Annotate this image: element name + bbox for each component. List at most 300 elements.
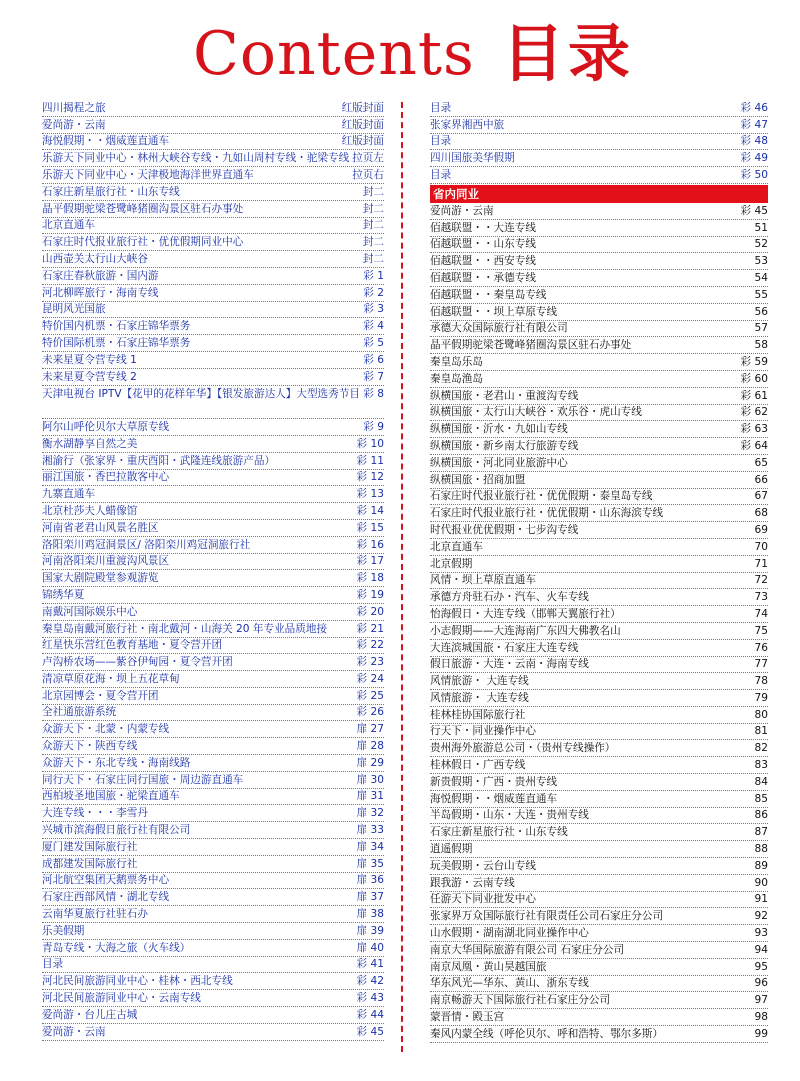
entry-title: 南京畅游天下国际旅行社石家庄分公司	[430, 994, 611, 1007]
toc-entry[interactable]	[42, 1007, 384, 1024]
entry-page: 扉 31	[356, 790, 384, 803]
entry-page: 彩 64	[740, 439, 768, 452]
toc-entry[interactable]	[42, 436, 384, 453]
entry-title: 四川国旅美华假期	[430, 152, 515, 165]
entry-page: 彩 13	[356, 488, 384, 501]
entry-title: 逍遥假期	[430, 843, 473, 856]
entry-page: 彩 46	[740, 101, 768, 114]
entry-page: 57	[754, 322, 768, 335]
toc-entry[interactable]	[430, 740, 768, 757]
entry-title: 未来星夏令营专线 2	[42, 370, 137, 383]
entry-title: 全社通旅游系统	[42, 706, 117, 719]
entry-page: 彩 8	[363, 387, 384, 400]
entry-title: 秦风内蒙全线（呼伦贝尔、呼和浩特、鄂尔多斯）	[430, 1027, 664, 1040]
toc-entry[interactable]	[42, 738, 384, 755]
section-heading: 省内同业	[430, 185, 768, 203]
entry-title: 秦皇岛南戴河旅行社・南北戴河・山海关 20 年专业品质地接	[42, 622, 328, 635]
toc-entry[interactable]	[430, 959, 768, 976]
entry-page: 93	[754, 927, 768, 940]
header	[0, 0, 800, 100]
toc-entry[interactable]	[42, 973, 384, 990]
toc-entry[interactable]	[42, 520, 384, 537]
entry-page: 87	[754, 826, 768, 839]
toc-entry[interactable]	[42, 470, 384, 487]
toc-entry[interactable]	[42, 587, 384, 604]
right-top-list	[430, 100, 768, 184]
entry-title: 兴城市滨海假日旅行社有限公司	[42, 824, 191, 837]
entry-title: 湘渝行（张家界・重庆酉阳・武隆连线旅游产品）	[42, 454, 276, 467]
toc-entry[interactable]	[430, 908, 768, 925]
entry-page: 扉 34	[356, 840, 384, 853]
entry-page: 红版封面	[341, 101, 384, 114]
entry-page: 彩 26	[356, 706, 384, 719]
entry-page: 75	[754, 624, 768, 637]
entry-page: 彩 6	[363, 353, 384, 366]
toc-entry[interactable]	[42, 940, 384, 957]
entry-title: 佰越联盟・・坝上草原专线	[430, 305, 558, 318]
toc-entry[interactable]	[430, 808, 768, 825]
entry-page: 91	[754, 893, 768, 906]
toc-entry[interactable]	[42, 990, 384, 1007]
entry-title: 佰越联盟・・西安专线	[430, 255, 536, 268]
entry-page: 96	[754, 977, 768, 990]
entry-page: 54	[754, 271, 768, 284]
toc-entry[interactable]	[430, 253, 768, 270]
entry-title: 乐美假期	[42, 924, 85, 937]
entry-page: 彩 19	[356, 588, 384, 601]
entry-page: 彩 1	[363, 269, 384, 282]
entry-page: 彩 17	[356, 555, 384, 568]
entry-title: 纵横国旅・老君山・重渡沟专线	[430, 389, 579, 402]
entry-title: 纵横国旅・沂水・九如山专线	[430, 423, 568, 436]
toc-entry[interactable]	[42, 419, 384, 436]
entry-page: 彩 25	[356, 689, 384, 702]
entry-page: 彩 61	[740, 389, 768, 402]
entry-title: 南戴河国际娱乐中心	[42, 605, 138, 618]
toc-entry[interactable]	[430, 371, 768, 388]
toc-entry[interactable]	[430, 117, 768, 134]
entry-page: 97	[754, 994, 768, 1007]
entry-page: 扉 40	[356, 941, 384, 954]
toc-entry[interactable]	[430, 287, 768, 304]
entry-page: 53	[754, 255, 768, 268]
toc-entry[interactable]	[430, 1026, 768, 1043]
entry-title: 目录	[430, 101, 452, 114]
toc-entry[interactable]	[42, 755, 384, 772]
toc-entry[interactable]	[430, 270, 768, 287]
toc-entry[interactable]	[42, 537, 384, 554]
toc-entry[interactable]	[42, 554, 384, 571]
toc-entry[interactable]	[42, 150, 384, 167]
entry-title: 九寨直通车	[42, 488, 95, 501]
entry-title: 众游天下・北蒙・内蒙专线	[42, 723, 170, 736]
entry-page: 扉 38	[356, 908, 384, 921]
entry-title: 玩美假期・云台山专线	[430, 859, 536, 872]
entry-title: 乐游天下同业中心・天津极地海洋世界直通车	[42, 168, 254, 181]
entry-title: 晶平假期驼梁苍鹭峰猪圈沟景区驻石办事处	[430, 339, 632, 352]
entry-title: 半岛假期・山东・大连・贵州专线	[430, 809, 589, 822]
entry-page: 73	[754, 591, 768, 604]
toc-entry[interactable]	[42, 671, 384, 688]
toc-entry[interactable]	[42, 789, 384, 806]
toc-entry[interactable]	[42, 251, 384, 268]
toc-entry[interactable]	[42, 100, 384, 117]
toc-entry[interactable]	[430, 892, 768, 909]
entry-title: 爱尚游・台儿庄古城	[42, 1008, 138, 1021]
toc-entry[interactable]	[430, 757, 768, 774]
toc-entry[interactable]	[430, 841, 768, 858]
toc-entry[interactable]	[430, 421, 768, 438]
entry-title: 红星快乐营红色教育基地・夏令营开团	[42, 639, 223, 652]
toc-entry[interactable]	[430, 405, 768, 422]
toc-entry[interactable]	[42, 318, 384, 335]
entry-page: 红版封面	[341, 135, 384, 148]
entry-page: 彩 63	[740, 423, 768, 436]
entry-title: 佰越联盟・・秦皇岛专线	[430, 288, 547, 301]
toc-entry[interactable]	[430, 455, 768, 472]
entry-page: 81	[754, 725, 768, 738]
entry-page: 彩 59	[740, 355, 768, 368]
toc-entry[interactable]	[42, 268, 384, 285]
toc-entry[interactable]	[430, 354, 768, 371]
entry-title: 大连专线・・・李雪丹	[42, 807, 148, 820]
entry-title: 石家庄时代报业旅行社・优优假期同业中心	[42, 236, 244, 249]
entry-title: 纵横国旅・招商加盟	[430, 473, 526, 486]
toc-entry[interactable]	[42, 873, 384, 890]
entry-page: 78	[754, 675, 768, 688]
entry-title: 清凉草原花海・坝上五花草甸	[42, 672, 180, 685]
toc-entry[interactable]	[42, 604, 384, 621]
entry-page: 84	[754, 775, 768, 788]
entry-title: 石家庄新星旅行社・山东专线	[42, 185, 180, 198]
entry-page: 58	[754, 339, 768, 352]
entry-title: 成都建发国际旅行社	[42, 857, 138, 870]
entry-page: 扉 36	[356, 874, 384, 887]
toc-entry[interactable]	[42, 638, 384, 655]
entry-title: 跟我游・云南专线	[430, 876, 515, 889]
entry-page: 封二	[362, 219, 384, 232]
toc-entry[interactable]	[430, 623, 768, 640]
entry-title: 任游天下同业批发中心	[430, 893, 536, 906]
left-column	[42, 100, 384, 1041]
toc-entry[interactable]	[42, 688, 384, 705]
entry-title: 未来星夏令营专线 1	[42, 353, 137, 366]
toc-entry[interactable]	[42, 570, 384, 587]
toc-entry[interactable]	[430, 976, 768, 993]
toc-entry[interactable]	[430, 589, 768, 606]
entry-title: 衡水湖静享自然之美	[42, 437, 138, 450]
entry-title: 纵横国旅・河北同业旅游中心	[430, 456, 568, 469]
toc-entry[interactable]	[430, 489, 768, 506]
entry-title: 海悦假期・・烟威莲直通车	[42, 135, 170, 148]
entry-page: 彩 48	[740, 135, 768, 148]
toc-entry[interactable]	[430, 321, 768, 338]
toc-entry[interactable]	[42, 856, 384, 873]
entry-page: 彩 15	[356, 521, 384, 534]
entry-title: 特价国内机票・石家庄锦华票务	[42, 320, 191, 333]
entry-title: 风情・坝上草原直通车	[430, 574, 536, 587]
entry-title: 洛阳栾川鸡冠洞景区/ 洛阳栾川鸡冠洞旅行社	[42, 538, 251, 551]
entry-title: 佰越联盟・・山东专线	[430, 238, 536, 251]
entry-page: 彩 18	[356, 572, 384, 585]
entry-page: 扉 27	[356, 723, 384, 736]
entry-page: 65	[754, 456, 768, 469]
entry-page: 83	[754, 759, 768, 772]
entry-title: 风情旅游・ 大连专线	[430, 691, 529, 704]
toc-entry[interactable]	[42, 134, 384, 151]
entry-page: 55	[754, 288, 768, 301]
entry-page: 92	[754, 910, 768, 923]
entry-title: 小志假期——大连海南广东四大佛教名山	[430, 624, 621, 637]
entry-page: 72	[754, 574, 768, 587]
entry-page: 95	[754, 960, 768, 973]
entry-title: 石家庄新星旅行社・山东专线	[430, 826, 568, 839]
entry-page: 86	[754, 809, 768, 822]
toc-entry[interactable]	[42, 705, 384, 722]
entry-page: 68	[754, 507, 768, 520]
entry-page: 70	[754, 540, 768, 553]
entry-page: 51	[754, 221, 768, 234]
toc-entry[interactable]	[42, 285, 384, 302]
toc-entry[interactable]	[42, 302, 384, 319]
entry-title: 华东风光—华东、黄山、浙东专线	[430, 977, 589, 990]
entry-page: 56	[754, 305, 768, 318]
toc-entry[interactable]	[430, 539, 768, 556]
toc-entry[interactable]	[430, 556, 768, 573]
toc-entry[interactable]	[430, 606, 768, 623]
toc-entry[interactable]	[430, 203, 768, 220]
entry-page: 52	[754, 238, 768, 251]
entry-title: 河北柳晖旅行・海南专线	[42, 286, 159, 299]
toc-entry[interactable]	[430, 167, 768, 184]
entry-title: 西柏坡圣地国旅・驼梁直通车	[42, 790, 180, 803]
entry-title: 北京假期	[430, 557, 473, 570]
entry-title: 爱尚游・云南	[430, 204, 494, 217]
entry-title: 山西壶关太行山大峡谷	[42, 252, 148, 265]
entry-title: 风情旅游・ 大连专线	[430, 675, 529, 688]
entry-title: 海悦假期・・烟威莲直通车	[430, 792, 558, 805]
entry-title: 秦皇岛渔岛	[430, 372, 483, 385]
toc-entry[interactable]	[42, 1024, 384, 1041]
entry-page: 红版封面	[341, 118, 384, 131]
entry-title: 青岛专线・大海之旅（火车线）	[42, 941, 191, 954]
entry-title: 众游天下・东北专线・海南线路	[42, 756, 191, 769]
toc-entry[interactable]	[42, 117, 384, 134]
entry-page: 彩 7	[363, 370, 384, 383]
toc-entry[interactable]	[42, 923, 384, 940]
entry-page: 彩 9	[363, 420, 384, 433]
entry-title: 丽江国旅・香巴拉散客中心	[42, 471, 170, 484]
entry-title: 南京大华国际旅游有限公司 石家庄分公司	[430, 943, 625, 956]
entry-page: 99	[754, 1027, 768, 1040]
entry-page: 彩 5	[363, 336, 384, 349]
entry-page: 彩 50	[740, 168, 768, 181]
entry-page: 82	[754, 742, 768, 755]
entry-page: 彩 24	[356, 672, 384, 685]
right-main-list	[430, 203, 768, 1043]
entry-title: 锦绣华夏	[42, 588, 85, 601]
toc-entry[interactable]	[42, 721, 384, 738]
toc-entry[interactable]	[42, 184, 384, 201]
entry-page: 69	[754, 523, 768, 536]
toc-entry[interactable]	[430, 925, 768, 942]
entry-page: 彩 3	[363, 303, 384, 316]
entry-title: 河南洛阳栾川重渡沟风景区	[42, 555, 170, 568]
entry-title: 云南华夏旅行社驻石办	[42, 908, 148, 921]
toc-entry[interactable]	[42, 369, 384, 386]
entry-page: 彩 4	[363, 320, 384, 333]
toc-entry[interactable]	[430, 472, 768, 489]
entry-page: 扉 35	[356, 857, 384, 870]
toc-entry[interactable]	[430, 640, 768, 657]
toc-entry[interactable]	[42, 889, 384, 906]
toc-entry[interactable]	[42, 654, 384, 671]
entry-title: 佰越联盟・・大连专线	[430, 221, 536, 234]
entry-title: 厦门建发国际旅行社	[42, 840, 138, 853]
entry-page: 85	[754, 792, 768, 805]
entry-page: 彩 10	[356, 437, 384, 450]
entry-title: 桂林假日・广西专线	[430, 759, 526, 772]
toc-entry[interactable]	[42, 201, 384, 218]
title-english: Contents	[193, 19, 475, 89]
entry-title: 天津电视台 IPTV【花甲的花样年华】【银发旅游达人】大型选秀节目	[42, 387, 360, 400]
entry-page: 71	[754, 557, 768, 570]
toc-entry[interactable]	[42, 386, 384, 420]
entry-page: 拉页右	[352, 168, 384, 181]
entry-page: 79	[754, 691, 768, 704]
entry-title: 阿尔山呼伦贝尔大草原专线	[42, 420, 170, 433]
entry-title: 晶平假期驼梁苍鹭峰猪圈沟景区驻石办事处	[42, 202, 244, 215]
toc-entry[interactable]	[430, 707, 768, 724]
toc-entry[interactable]	[430, 220, 768, 237]
toc-entry[interactable]	[430, 673, 768, 690]
entry-title: 爱尚游・云南	[42, 118, 106, 131]
toc-entry[interactable]	[42, 167, 384, 184]
toc-entry[interactable]	[42, 957, 384, 974]
entry-page: 彩 11	[356, 454, 384, 467]
entry-page: 彩 45	[740, 204, 768, 217]
toc-entry[interactable]	[42, 805, 384, 822]
entry-page: 彩 14	[356, 504, 384, 517]
toc-entry[interactable]	[430, 875, 768, 892]
entry-title: 卢沟桥农场——紫谷伊甸园・夏令营开团	[42, 656, 233, 669]
entry-page: 76	[754, 641, 768, 654]
entry-title: 河北民间旅游同业中心・桂林・西北专线	[42, 975, 233, 988]
entry-title: 北京直通车	[42, 219, 95, 232]
entry-page: 67	[754, 490, 768, 503]
entry-page: 77	[754, 658, 768, 671]
toc-entry[interactable]	[430, 992, 768, 1009]
entry-title: 爱尚游・云南	[42, 1025, 106, 1038]
entry-title: 石家庄时代报业旅行社・优优假期・泰皇岛专线	[430, 490, 653, 503]
toc-entry[interactable]	[430, 791, 768, 808]
entry-title: 新贵假期・广西・贵州专线	[430, 775, 558, 788]
entry-page: 彩 49	[740, 152, 768, 165]
entry-page: 彩 20	[356, 605, 384, 618]
entry-title: 石家庄西部风情・湖北专线	[42, 891, 170, 904]
toc-entry[interactable]	[430, 774, 768, 791]
entry-page: 彩 42	[356, 975, 384, 988]
entry-page: 封二	[362, 202, 384, 215]
entry-page: 98	[754, 1011, 768, 1024]
toc-entry[interactable]	[42, 352, 384, 369]
entry-page: 扉 30	[356, 773, 384, 786]
entry-page: 彩 22	[356, 639, 384, 652]
entry-title: 昆明风光国旅	[42, 303, 106, 316]
toc-entry[interactable]	[430, 858, 768, 875]
toc-entry[interactable]	[430, 100, 768, 117]
toc-entry[interactable]	[430, 824, 768, 841]
toc-entry[interactable]	[430, 1009, 768, 1026]
toc-entry[interactable]	[430, 438, 768, 455]
entry-title: 山水假期・湖南湖北同业操作中心	[430, 927, 589, 940]
toc-entry[interactable]	[430, 657, 768, 674]
entry-page: 90	[754, 876, 768, 889]
toc-entry[interactable]	[430, 690, 768, 707]
entry-page: 封二	[362, 185, 384, 198]
entry-title: 纵横国旅・太行山大峡谷・欢乐谷・虎山专线	[430, 406, 642, 419]
entry-title: 北京直通车	[430, 540, 483, 553]
entry-page: 封二	[362, 236, 384, 249]
entry-page: 扉 29	[356, 756, 384, 769]
entry-page: 彩 43	[356, 992, 384, 1005]
entry-title: 张家界万众国际旅行社有限责任公司石家庄分公司	[430, 910, 664, 923]
entry-title: 石家庄时代报业旅行社・优优假期・山东海滨专线	[430, 507, 664, 520]
toc-entry[interactable]	[42, 822, 384, 839]
entry-title: 承德方舟驻石办・汽车、火车专线	[430, 591, 589, 604]
entry-page: 89	[754, 859, 768, 872]
entry-title: 南京凤凰・黄山昊越国旅	[430, 960, 547, 973]
toc-entry[interactable]	[42, 621, 384, 638]
entry-title: 石家庄春秋旅游・国内游	[42, 269, 159, 282]
toc-entry[interactable]	[430, 337, 768, 354]
toc-entry[interactable]	[430, 304, 768, 321]
entry-page: 彩 16	[356, 538, 384, 551]
toc-entry[interactable]	[430, 388, 768, 405]
entry-title: 纵横国旅・新乡南太行旅游专线	[430, 439, 579, 452]
entry-title: 假日旅游・大连・云南・海南专线	[430, 658, 589, 671]
toc-entry[interactable]	[430, 505, 768, 522]
entry-title: 同行天下・石家庄同行国旅・周边游直通车	[42, 773, 244, 786]
entry-title: 目录	[430, 135, 452, 148]
entry-title: 乐游天下同业中心・林州大峡谷专线・九如山周村专线・驼梁专线	[42, 152, 350, 165]
entry-title: 行天下・同业操作中心	[430, 725, 536, 738]
toc-entry[interactable]	[42, 906, 384, 923]
toc-entry[interactable]	[42, 218, 384, 235]
column-divider	[401, 102, 403, 1052]
entry-title: 北京园博会・夏令营开团	[42, 689, 159, 702]
toc-entry[interactable]	[42, 772, 384, 789]
toc-entry[interactable]	[42, 234, 384, 251]
entry-page: 彩 21	[356, 622, 384, 635]
entry-title: 河北民间旅游同业中心・云南专线	[42, 992, 201, 1005]
toc-entry[interactable]	[430, 150, 768, 167]
entry-title: 蒙晋情・殿玉宫	[430, 1011, 505, 1024]
toc-entry[interactable]	[42, 503, 384, 520]
toc-entry[interactable]	[430, 724, 768, 741]
title-chinese: 目录	[502, 17, 635, 90]
toc-entry[interactable]	[42, 335, 384, 352]
toc-entry[interactable]	[430, 573, 768, 590]
toc-entry[interactable]	[42, 486, 384, 503]
toc-entry[interactable]	[430, 134, 768, 151]
entry-title: 怡海假日・大连专线（邯郸天翼旅行社）	[430, 607, 621, 620]
toc-entry[interactable]	[430, 237, 768, 254]
toc-entry[interactable]	[430, 942, 768, 959]
toc-entry[interactable]	[42, 839, 384, 856]
toc-entry[interactable]	[42, 453, 384, 470]
toc-entry[interactable]	[430, 522, 768, 539]
